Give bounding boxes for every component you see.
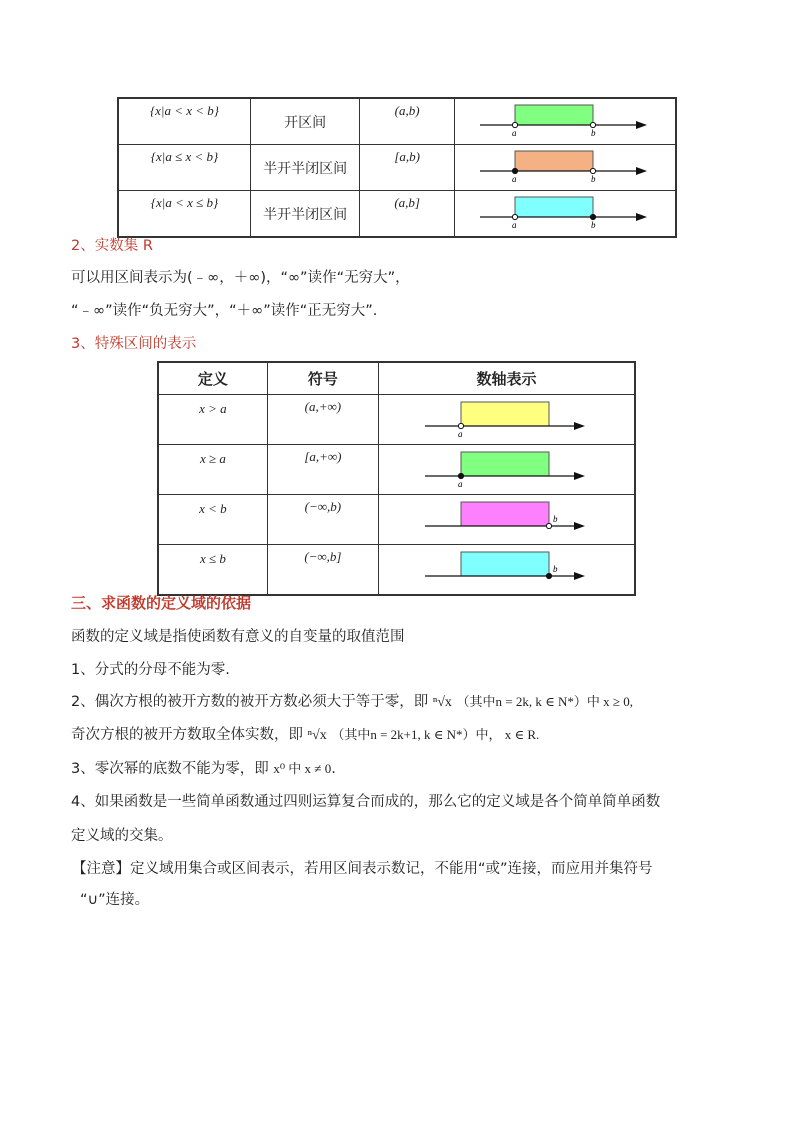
label-a: a [512,128,517,138]
special-interval-table [157,361,636,596]
axis-arrow [636,213,647,221]
item-3-end: . [331,761,336,777]
endpoint-a [512,214,517,219]
item-2-line-2 [71,723,539,744]
nth-root-expression: ⁿ√x [432,695,452,710]
special-interval-row [158,545,635,596]
number-line-diagram [455,101,673,142]
item-2-text: 2、偶次方根的被开方数的被开方数必须大于等于零，即 [71,694,429,710]
header-symbol: 符号 [267,362,378,395]
endpoint-label: a [458,479,463,489]
interval-fill-rect [461,402,549,426]
label-b: b [591,220,596,230]
label-b: b [591,174,596,184]
number-line-diagram [455,147,673,188]
endpoint [546,523,551,528]
number-line-cell [379,495,635,545]
part-3-heading: 三、求函数的定义域的依据 [71,594,252,612]
header-number-line: 数轴表示 [379,362,635,395]
section-2-heading: 2、实数集 R [71,238,153,254]
interval-fill-rect [515,105,593,125]
interval-fill-rect [515,151,593,171]
set-notation: {x|a < x < b} [118,98,250,145]
endpoint [546,573,551,578]
item-3 [71,757,336,778]
interval-fill-rect [461,552,549,576]
label-b: b [591,128,596,138]
item-2-odd-condition: （其中n = 2k+1, k ∈ N*）中， x ∈ R. [331,727,540,742]
item-4-line-1: 4、如果函数是一些简单函数通过四则运算复合而成的，那么它的定义域是各个简单简单函数 [71,794,661,810]
number-line-cell [455,98,676,145]
number-line-cell [455,191,676,238]
number-line-diagram [379,548,632,591]
definition: x ≤ b [158,545,267,596]
symbol: [a,+∞) [267,445,378,495]
endpoint-label: a [458,429,463,439]
symbol: (−∞,b] [267,545,378,596]
axis-arrow [574,422,585,430]
interval-notation: (a,b) [360,98,455,145]
definition: x > a [158,395,267,445]
endpoint-label: b [553,514,558,524]
symbol: (a,+∞) [267,395,378,445]
note-line-1 [72,857,653,878]
endpoint-a [512,168,517,173]
item-3-math: x⁰ 中 x ≠ 0 [273,761,332,776]
interval-row [118,145,676,191]
endpoint-label: b [553,564,558,574]
item-2-odd-text: 奇次方根的被开方数取全体实数，即 [71,727,303,743]
axis-arrow [574,572,585,580]
axis-arrow [574,472,585,480]
part-3-intro: 函数的定义域是指使函数有意义的自变量的取值范围 [71,629,405,645]
axis-arrow [636,167,647,175]
special-interval-row [158,445,635,495]
interval-table [117,97,677,238]
number-line-diagram [379,448,632,491]
section-2-line-1: 可以用区间表示为(﹣∞，＋∞)，“∞”读作“无穷大”， [71,270,410,286]
interval-name: 半开半闭区间 [250,145,359,191]
endpoint [458,423,463,428]
interval-fill-rect [461,452,549,476]
axis-arrow [574,522,585,530]
number-line-cell [379,395,635,445]
number-line-diagram [379,398,632,441]
interval-row [118,191,676,238]
number-line-cell [379,445,635,495]
number-line-diagram [379,498,632,541]
item-2-line-1 [71,690,633,711]
label-a: a [512,220,517,230]
nth-root-expression-odd: ⁿ√x [307,728,327,743]
header-definition: 定义 [158,362,267,395]
interval-notation: (a,b] [360,191,455,238]
note-line-2: “∪”连接。 [80,892,150,908]
definition: x ≥ a [158,445,267,495]
number-line-diagram [455,193,673,234]
interval-fill-rect [461,502,549,526]
item-1: 1、分式的分母不能为零. [71,662,230,678]
axis-arrow [636,121,647,129]
endpoint-b [590,214,595,219]
endpoint-b [590,122,595,127]
number-line-cell [379,545,635,596]
symbol: (−∞,b) [267,495,378,545]
item-4-line-2: 定义域的交集。 [71,828,173,844]
interval-name: 半开半闭区间 [250,191,359,238]
special-interval-row [158,495,635,545]
endpoint [458,473,463,478]
label-a: a [512,174,517,184]
section-3-heading: 3、特殊区间的表示 [71,336,197,352]
interval-name: 开区间 [250,98,359,145]
special-interval-row [158,395,635,445]
note-label: 【注意】 [72,861,130,877]
set-notation: {x|a < x ≤ b} [118,191,250,238]
definition: x < b [158,495,267,545]
section-2-line-2: “﹣∞”读作“负无穷大”，“＋∞”读作“正无穷大”. [71,303,378,319]
item-2-condition: （其中n = 2k, k ∈ N*）中 x ≥ 0, [456,694,634,709]
endpoint-b [590,168,595,173]
interval-fill-rect [515,197,593,217]
endpoint-a [512,122,517,127]
set-notation: {x|a ≤ x < b} [118,145,250,191]
number-line-cell [455,145,676,191]
note-text: 定义域用集合或区间表示，若用区间表示数记，不能用“或”连接，而应用并集符号 [130,861,653,877]
interval-row [118,98,676,145]
interval-notation: [a,b) [360,145,455,191]
item-3-text: 3、零次幂的底数不能为零，即 [71,761,269,777]
